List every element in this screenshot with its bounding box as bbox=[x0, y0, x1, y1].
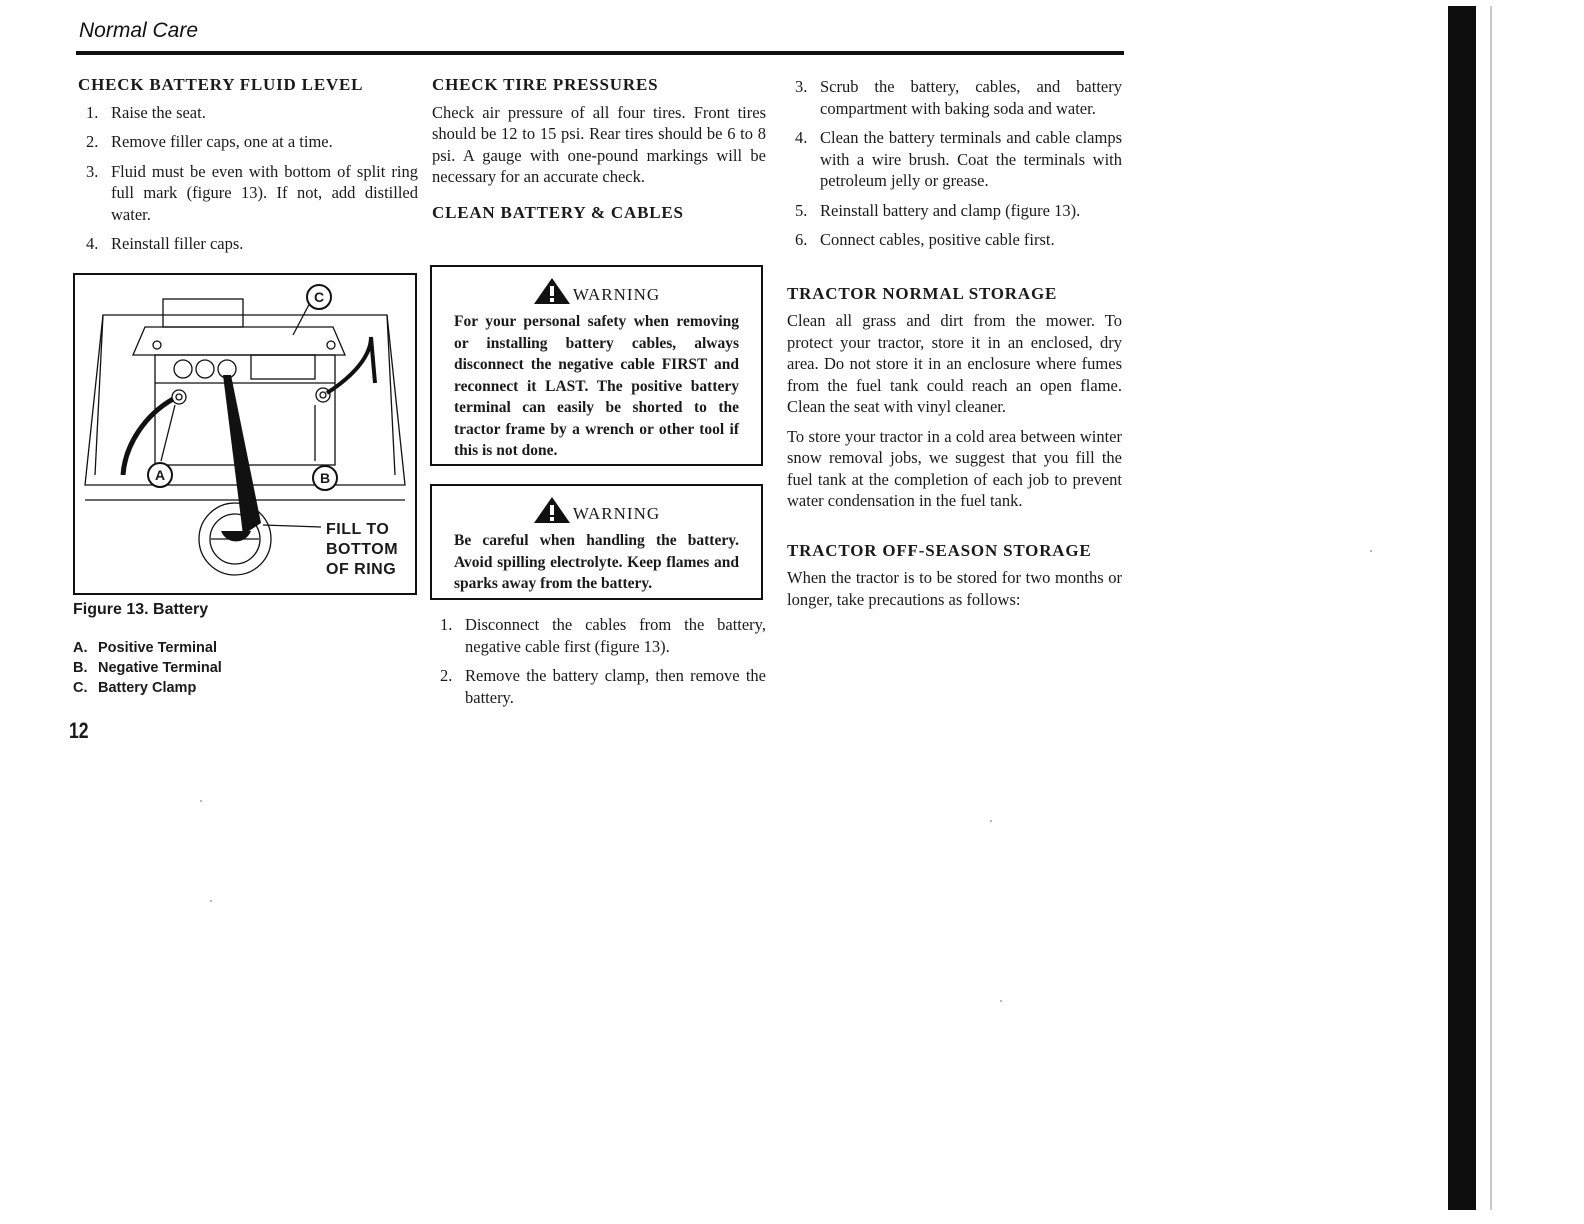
legend-item bbox=[73, 678, 222, 698]
normal-storage-paragraph: Clean all grass and dirt from the mower. To protect your tractor, store it in an enclosed, dry area. Do not store it in an enclosure where fumes from the fuel tank could reach an open flame. Clean the seat with vinyl cleaner. bbox=[787, 311, 1122, 416]
list-item bbox=[78, 233, 418, 255]
clean-battery-heading: CLEAN BATTERY & CABLES bbox=[432, 202, 684, 222]
legend-letter: C. bbox=[73, 680, 88, 696]
warning-box-handling bbox=[430, 484, 763, 600]
list-item bbox=[432, 665, 766, 708]
warning-box-cables bbox=[430, 265, 763, 466]
list-item bbox=[78, 131, 418, 153]
step-text: Reinstall battery and clamp (figure 13). bbox=[820, 200, 1081, 220]
list-item bbox=[787, 76, 1122, 119]
step-text: Clean the battery terminals and cable clamps with a wire brush. Coat the terminals with petroleum jelly or grease. bbox=[820, 128, 1122, 190]
battery-fluid-steps bbox=[78, 102, 418, 255]
step-number: 1. bbox=[86, 102, 99, 122]
fill-to-bottom-of-ring-label bbox=[326, 520, 398, 580]
battery-figure bbox=[73, 273, 417, 595]
callout-b: B bbox=[312, 465, 338, 491]
warning-label: WARNING bbox=[572, 504, 661, 523]
warning-text: For your personal safety when removing or installing battery cables, always disconnect the negative cable FIRST and reconnect it LAST. The positive battery terminal can easily be shorted to the tractor frame by a wrench or other tool if this is not done. bbox=[454, 313, 739, 459]
fill-label-line: OF RING bbox=[326, 561, 397, 578]
tire-pressure-text: Check air pressure of all four tires. Front tires should be 12 to 15 psi. Rear tires should be 6 to 8 psi. A gauge with one-pound markings will be necessary for an accurate check. bbox=[432, 102, 766, 186]
tire-pressure-heading: CHECK TIRE PRESSURES bbox=[432, 75, 659, 94]
scan-speckle bbox=[990, 820, 992, 822]
list-item bbox=[787, 200, 1122, 222]
legend-text: Battery Clamp bbox=[98, 680, 197, 696]
step-number: 4. bbox=[86, 234, 99, 253]
callout-a: A bbox=[147, 462, 173, 488]
tire-pressure-section bbox=[432, 74, 766, 229]
step-text: Remove filler caps, one at a time. bbox=[111, 132, 333, 151]
step-number: 1. bbox=[440, 615, 453, 634]
header-rule bbox=[76, 51, 1124, 55]
list-item bbox=[787, 127, 1122, 192]
step-text: Scrub the battery, cables, and battery compartment with baking soda and water. bbox=[820, 77, 1122, 118]
step-number: 2. bbox=[440, 666, 453, 685]
warning-title bbox=[454, 277, 739, 305]
fill-label-line: BOTTOM bbox=[326, 541, 399, 558]
list-item bbox=[78, 161, 418, 226]
warning-label: WARNING bbox=[572, 285, 661, 304]
battery-fluid-heading: CHECK BATTERY FLUID LEVEL bbox=[78, 75, 364, 94]
offseason-storage-text: When the tractor is to be stored for two months or longer, take precautions as follows: bbox=[787, 568, 1122, 609]
figure-caption: Figure 13. Battery bbox=[73, 601, 209, 618]
legend-letter: B. bbox=[73, 660, 88, 676]
section-title: Normal Care bbox=[79, 19, 199, 42]
normal-storage-paragraph: To store your tractor in a cold area between winter snow removal jobs, we suggest that you fill the fuel tank at the completion of each job to prevent water condensation in the fuel tank. bbox=[787, 426, 1122, 510]
legend-text: Negative Terminal bbox=[98, 660, 222, 676]
legend-item bbox=[73, 658, 222, 678]
scan-edge-light bbox=[1490, 6, 1492, 1210]
clean-battery-steps-a bbox=[432, 614, 766, 716]
list-item bbox=[432, 614, 766, 657]
scan-speckle bbox=[200, 800, 202, 802]
clean-battery-steps-b bbox=[787, 76, 1122, 251]
step-text: Connect cables, positive cable first. bbox=[820, 230, 1055, 249]
column-three bbox=[787, 76, 1122, 618]
normal-storage-heading: TRACTOR NORMAL STORAGE bbox=[787, 283, 1058, 303]
list-item bbox=[78, 102, 418, 124]
step-number: 3. bbox=[795, 77, 808, 96]
scan-speckle bbox=[210, 900, 212, 902]
step-number: 4. bbox=[795, 128, 808, 147]
scan-speckle bbox=[1000, 1000, 1002, 1002]
warning-text: Be careful when handling the battery. Avoid spilling electrolyte. Keep flames and sparks away from the battery. bbox=[454, 532, 739, 592]
step-text: Remove the battery clamp, then remove the battery. bbox=[465, 666, 766, 707]
warning-title bbox=[454, 496, 739, 524]
step-text: Disconnect the cables from the battery, negative cable first (figure 13). bbox=[465, 615, 766, 656]
list-item bbox=[787, 229, 1122, 251]
step-number: 3. bbox=[86, 161, 99, 181]
legend-text: Positive Terminal bbox=[98, 640, 217, 656]
page-number: 12 bbox=[69, 718, 89, 743]
step-text: Raise the seat. bbox=[111, 102, 206, 122]
battery-fluid-section bbox=[78, 74, 418, 263]
step-text: Fluid must be even with bottom of split ring full mark (figure 13). If not, add distilled water. bbox=[111, 161, 418, 224]
callout-c: C bbox=[306, 284, 332, 310]
warning-triangle-icon bbox=[533, 496, 571, 524]
scan-edge-dark bbox=[1448, 6, 1476, 1210]
offseason-storage-heading: TRACTOR OFF-SEASON STORAGE bbox=[787, 540, 1092, 560]
figure-legend bbox=[73, 638, 222, 698]
scan-speckle bbox=[1370, 550, 1372, 552]
warning-triangle-icon bbox=[533, 277, 571, 305]
step-number: 6. bbox=[795, 230, 808, 249]
step-text: Reinstall filler caps. bbox=[111, 234, 244, 253]
legend-letter: A. bbox=[73, 640, 88, 656]
step-number: 5. bbox=[795, 200, 808, 220]
step-number: 2. bbox=[86, 132, 99, 151]
fill-label-line: FILL TO bbox=[326, 521, 390, 538]
legend-item bbox=[73, 638, 222, 658]
